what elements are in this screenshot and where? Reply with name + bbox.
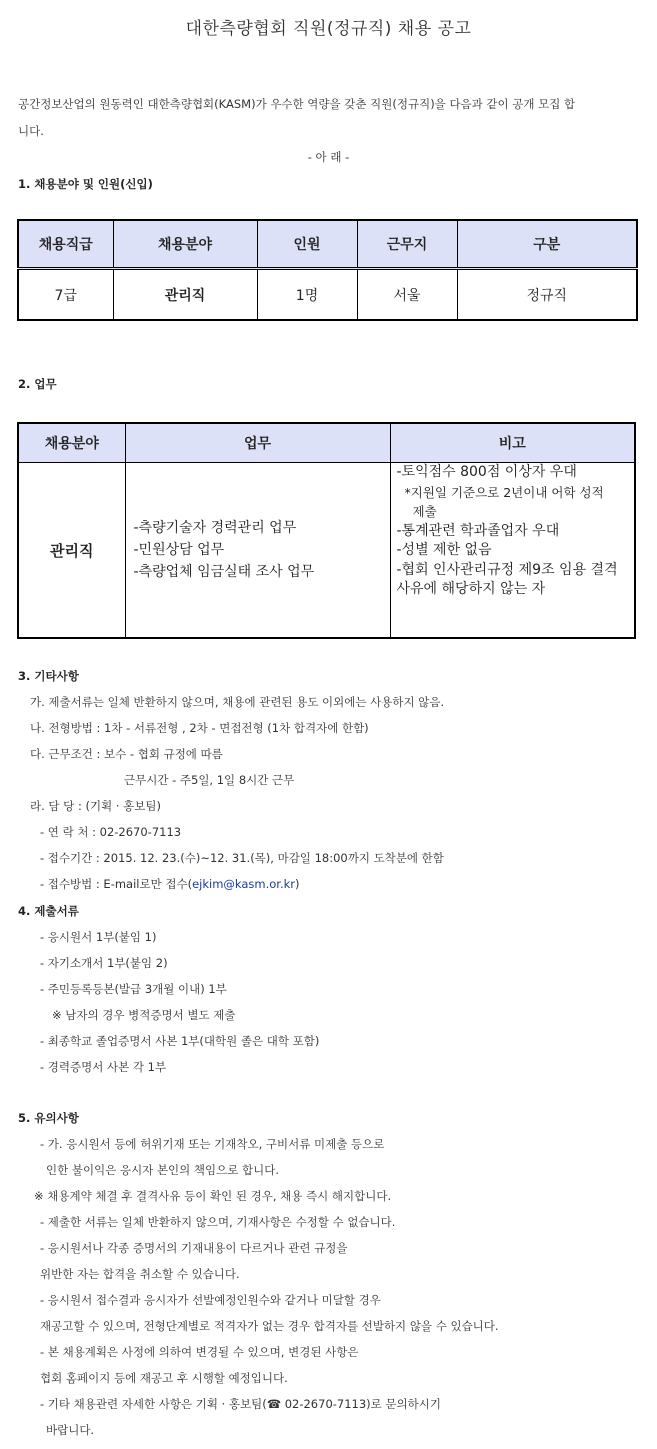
table-cell: 1명 [257,269,357,321]
caution-line: 인한 불이익은 응시자 본인의 책임으로 합니다. [46,1163,280,1177]
header-cell: 채용직급 [18,220,113,269]
header-cell: 채용분야 [18,423,125,463]
email-suffix: ) [295,877,300,891]
table-header-row [18,220,637,269]
etc-line: 다. 근무조건 : 보수 - 협회 규정에 따름 [30,747,223,761]
recruit-table [17,219,638,321]
section4-heading: 4. 제출서류 [18,904,79,918]
note-item: -성별 제한 없음 [396,542,492,558]
duty-item: -민원상담 업무 [133,542,225,558]
note-item: -협회 인사관리규정 제9조 임용 결격사유에 해당하지 않는 자 [396,561,618,597]
table-cell: 관리직 [18,463,125,639]
table-cell: 서울 [357,269,457,321]
caution-line: - 가. 응시원서 등에 허위기재 또는 기재착오, 구비서류 미제출 등으로 [40,1137,385,1151]
doc-line: - 응시원서 1부(붙임 1) [40,930,157,944]
table-cell: 정규직 [457,269,637,321]
caution-line: - 응시원서 접수결과 응시자가 선발예정인원수와 같거나 미달할 경우 [40,1293,381,1307]
caution-line: - 제출한 서류는 일체 반환하지 않으며, 기재사항은 수정할 수 없습니다. [40,1215,396,1229]
section2-heading: 2. 업무 [18,377,57,391]
table-header-row [18,423,635,463]
note-list [390,463,635,639]
header-cell: 업무 [125,423,390,463]
duty-table [17,422,636,639]
caution-line: 협회 홈페이지 등에 재공고 후 시행할 예정입니다. [40,1371,288,1385]
section3-heading: 3. 기타사항 [18,669,79,683]
etc-line: 라. 담 당 : (기획 · 홍보팀) [30,799,161,813]
duty-item: -측량업체 임금실태 조사 업무 [133,564,315,580]
table-row [18,463,635,639]
note-item: -통계관련 학과졸업자 우대 [396,522,560,539]
duty-item: -측량기술자 경력관리 업무 [133,520,297,536]
intro-line-2: 니다. [18,124,44,138]
header-cell: 구분 [457,220,637,269]
email-link[interactable]: ejkim@kasm.or.kr [192,877,295,891]
table-row [18,269,637,321]
caution-line: 바랍니다. [46,1423,95,1437]
etc-line-email [40,876,300,892]
header-cell: 비고 [390,423,635,463]
intro-line-1: 공간정보산업의 원동력인 대한측량협회(KASM)가 우수한 역량을 갖춘 직원(정규직)을 다음과 같이 공개 모집 합 [18,97,576,111]
arae-label: - 아 래 - [307,150,350,164]
note-item: *지원일 기준으로 2년이내 어학 성적 [404,484,604,500]
email-prefix: - 접수방법 : E-mail로만 접수( [40,877,193,891]
doc-line: ※ 남자의 경우 병적증명서 별도 제출 [52,1008,236,1022]
etc-line: 나. 전형방법 : 1차 - 서류전형 , 2차 - 면접전형 (1차 합격자에 한함) [30,721,369,735]
note-item: 제출 [412,504,437,519]
doc-line: - 경력증명서 사본 각 1부 [40,1060,167,1074]
caution-line: 재공고할 수 있으며, 전형단계별로 적격자가 없는 경우 합격자를 선발하지 않을 수 있습니다. [40,1319,499,1333]
page-title: 대한측량협회 직원(정규직) 채용 공고 [185,19,472,39]
doc-line: - 최종학교 졸업증명서 사본 1부(대학원 졸은 대학 포함) [40,1034,320,1048]
table-cell: 관리직 [113,269,257,321]
etc-line: 근무시간 - 주5일, 1일 8시간 근무 [124,773,295,787]
etc-line: - 연 락 처 : 02-2670-7113 [40,825,182,839]
header-cell: 근무지 [357,220,457,269]
section1-heading: 1. 채용분야 및 인원(신입) [18,177,153,191]
caution-line: ※ 채용계약 체결 후 결격사유 등이 확인 된 경우, 채용 즉시 해지합니다. [34,1189,392,1203]
note-item: -토익점수 800점 이상자 우대 [396,464,577,480]
doc-line: - 주민등록등본(발급 3개월 이내) 1부 [40,982,227,996]
doc-line: - 자기소개서 1부(붙임 2) [40,956,168,970]
caution-line: - 본 채용계획은 사정에 의하여 변경될 수 있으며, 변경된 사항은 [40,1345,359,1359]
etc-line: 가. 제출서류는 일체 반환하지 않으며, 채용에 관련된 용도 이외에는 사용하지 않음. [30,695,445,709]
duty-list [125,463,390,639]
header-cell: 인원 [257,220,357,269]
header-cell: 채용분야 [113,220,257,269]
caution-line: 위반한 자는 합격을 취소할 수 있습니다. [40,1267,240,1281]
section5-heading: 5. 유의사항 [18,1111,79,1125]
table-cell: 7급 [18,269,113,321]
caution-line: - 기타 채용관련 자세한 사항은 기획 · 홍보팀(☎ 02-2670-7113)로 문의하시기 [40,1397,441,1411]
etc-line: - 접수기간 : 2015. 12. 23.(수)~12. 31.(목), 마감일 18:00까지 도착분에 한함 [40,851,444,865]
caution-line: - 응시원서나 각종 증명서의 기재내용이 다르거나 관련 규정을 [40,1241,348,1255]
